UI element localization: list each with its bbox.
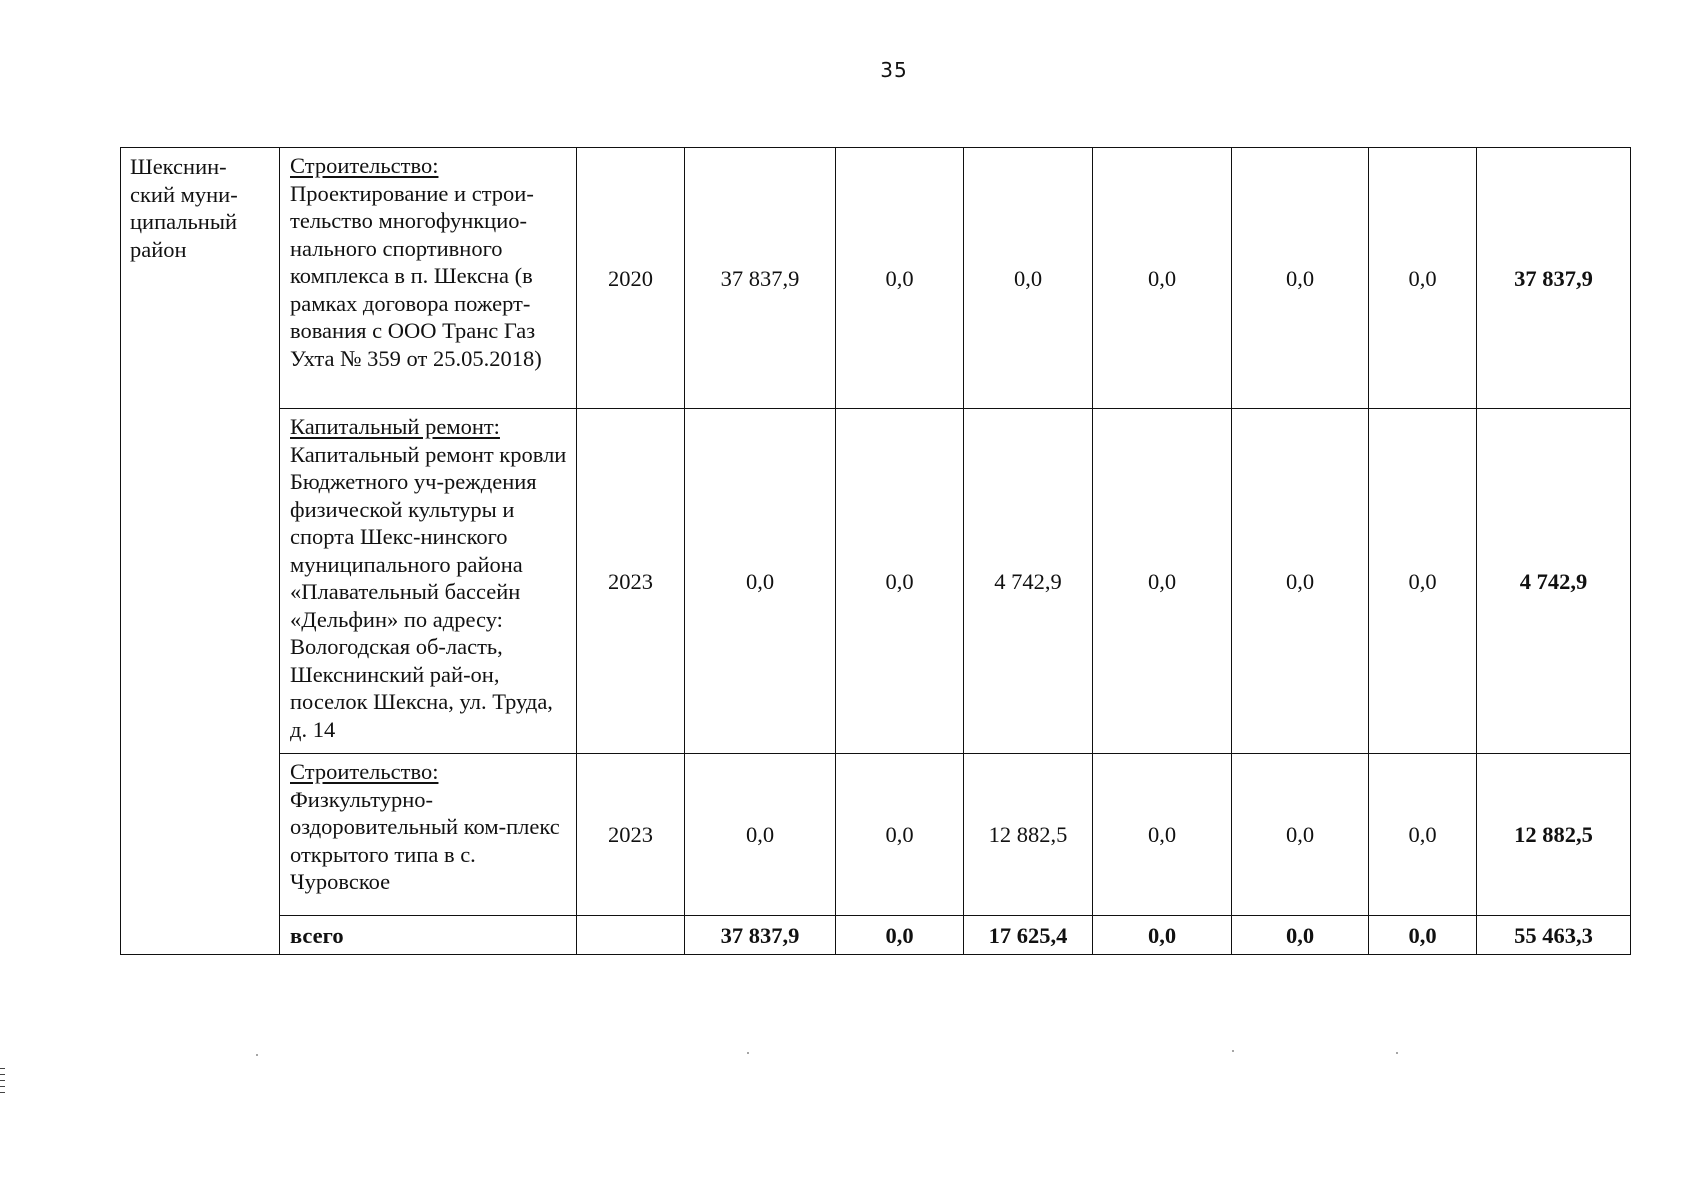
project-kind: Строительство: (290, 759, 439, 784)
value-cell: 0,0 (1369, 754, 1477, 916)
scan-speck (1232, 1050, 1234, 1052)
value-cell: 0,0 (685, 754, 836, 916)
table-row (121, 148, 1631, 409)
project-description: Капитальный ремонт кровли Бюджетного уч-реждения физической культуры и спорта Шекс-нинского муниципального района «Плавательный бассейн «Дельфин» по адресу: Вологодская об-ласть, Шекснинский рай-он, поселок Шексна, ул. Труда, д. 14 (290, 441, 567, 742)
total-value-cell: 0,0 (1232, 916, 1369, 955)
project-cell (280, 148, 577, 409)
scan-speck (747, 1052, 749, 1054)
total-label: всего (280, 916, 577, 955)
project-description: Физкультурно-оздоровительный ком-плекс открытого типа в с. Чуровское (290, 786, 560, 894)
value-cell: 0,0 (1093, 754, 1232, 916)
value-cell: 0,0 (964, 148, 1093, 409)
value-cell: 0,0 (1232, 754, 1369, 916)
value-cell: 0,0 (685, 409, 836, 754)
row-total-cell: 12 882,5 (1477, 754, 1631, 916)
value-cell: 0,0 (836, 754, 964, 916)
table-row (121, 754, 1631, 916)
project-kind: Строительство: (290, 153, 439, 178)
value-cell: 0,0 (836, 409, 964, 754)
scan-speck (256, 1054, 258, 1056)
value-cell: 0,0 (836, 148, 964, 409)
scan-speck (1396, 1052, 1398, 1054)
year-cell (577, 916, 685, 955)
district-cell: Шекснин-ский муни-ципальный район (121, 148, 280, 955)
value-cell: 0,0 (1232, 148, 1369, 409)
scan-edge-marks (0, 1068, 6, 1096)
value-cell: 0,0 (1369, 409, 1477, 754)
total-value-cell: 37 837,9 (685, 916, 836, 955)
project-cell (280, 754, 577, 916)
total-value-cell: 17 625,4 (964, 916, 1093, 955)
project-cell (280, 409, 577, 754)
total-row (121, 916, 1631, 955)
project-kind: Капитальный ремонт: (290, 414, 500, 439)
value-cell: 4 742,9 (964, 409, 1093, 754)
value-cell: 0,0 (1093, 148, 1232, 409)
value-cell: 37 837,9 (685, 148, 836, 409)
page-number: 35 (880, 58, 908, 82)
budget-table (120, 147, 1631, 955)
value-cell: 0,0 (1369, 148, 1477, 409)
value-cell: 12 882,5 (964, 754, 1093, 916)
grand-total-cell: 55 463,3 (1477, 916, 1631, 955)
table-row (121, 409, 1631, 754)
total-value-cell: 0,0 (836, 916, 964, 955)
row-total-cell: 37 837,9 (1477, 148, 1631, 409)
row-total-cell: 4 742,9 (1477, 409, 1631, 754)
year-cell: 2023 (577, 409, 685, 754)
project-description: Проектирование и строи-тельство многофункцио-нального спортивного комплекса в п. Шексна (в рамках договора пожерт-вования с ООО Транс Газ Ухта № 359 от 25.05.2018) (290, 180, 542, 371)
year-cell: 2023 (577, 754, 685, 916)
total-value-cell: 0,0 (1093, 916, 1232, 955)
year-cell: 2020 (577, 148, 685, 409)
total-value-cell: 0,0 (1369, 916, 1477, 955)
value-cell: 0,0 (1232, 409, 1369, 754)
value-cell: 0,0 (1093, 409, 1232, 754)
